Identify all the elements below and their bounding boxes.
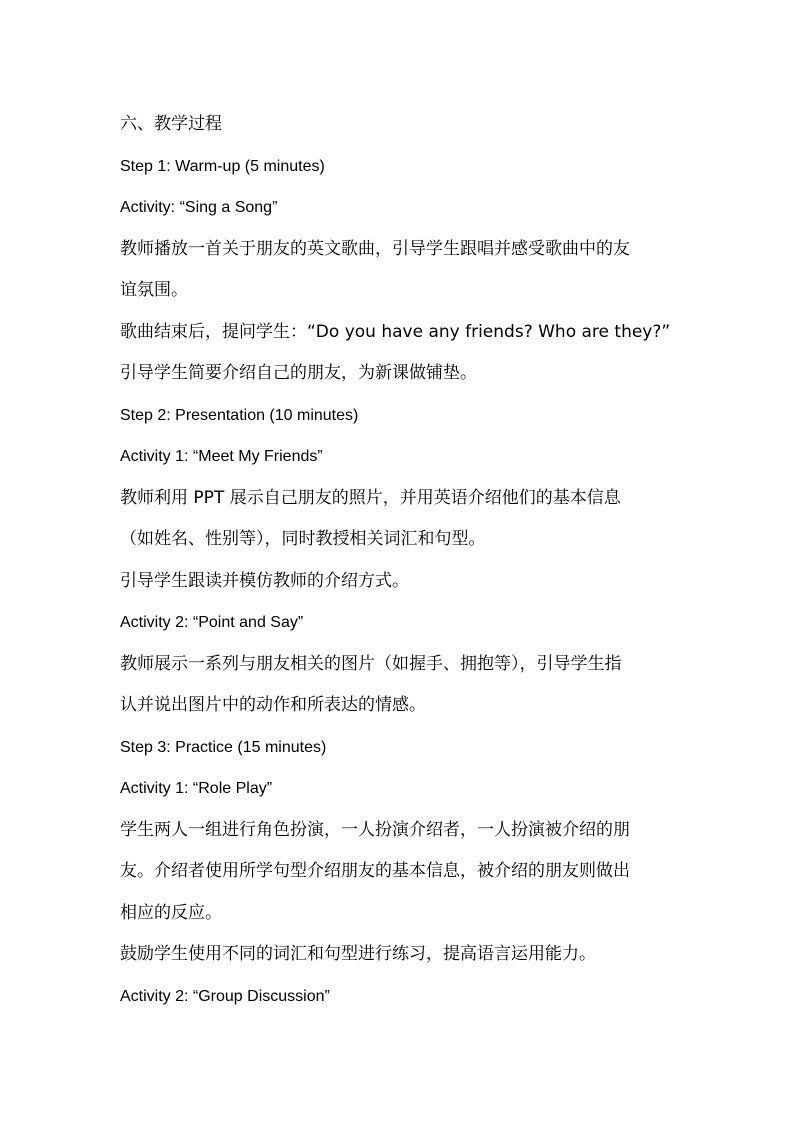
activity-heading: Activity: “Sing a Song” xyxy=(120,199,278,216)
paragraph-line: 友。介绍者使用所学句型介绍朋友的基本信息，被介绍的朋友则做出 xyxy=(120,861,630,881)
paragraph-line: 教师播放一首关于朋友的英文歌曲，引导学生跟唱并感受歌曲中的友 xyxy=(120,238,630,259)
activity-heading: Activity 2: “Group Discussion” xyxy=(120,987,330,1005)
section-heading: 六、教学过程 xyxy=(120,114,222,134)
paragraph-line: （如姓名、性别等），同时教授相关词汇和句型。 xyxy=(120,529,486,549)
step-3-heading: Step 3: Practice (15 minutes) xyxy=(120,738,327,756)
step-2-heading: Step 2: Presentation (10 minutes) xyxy=(120,406,359,424)
paragraph-line: 学生两人一组进行角色扮演，一人扮演介绍者，一人扮演被介绍的朋 xyxy=(120,819,630,840)
step-1-heading: Step 1: Warm-up (5 minutes) xyxy=(120,157,325,175)
activity-heading: Activity 1: “Meet My Friends” xyxy=(120,448,323,465)
paragraph-line: 相应的反应。 xyxy=(120,902,222,923)
paragraph-line: 歌曲结束后，提问学生：“Do you have any friends? Who are they?” xyxy=(120,321,671,342)
paragraph-line: 教师利用 PPT 展示自己朋友的照片，并用英语介绍他们的基本信息 xyxy=(120,487,621,508)
paragraph-line: 认并说出图片中的动作和所表达的情感。 xyxy=(120,695,426,715)
activity-heading: Activity 2: “Point and Say” xyxy=(120,614,304,631)
paragraph-line: 引导学生跟读并模仿教师的介绍方式。 xyxy=(120,570,409,591)
document-body xyxy=(120,104,690,1017)
activity-heading: Activity 1: “Role Play” xyxy=(120,780,273,797)
paragraph-line: 教师展示一系列与朋友相关的图片（如握手、拥抱等），引导学生指 xyxy=(120,653,622,674)
paragraph-line: 引导学生简要介绍自己的朋友，为新课做铺垫。 xyxy=(120,363,477,383)
paragraph-line: 鼓励学生使用不同的词汇和句型进行练习，提高语言运用能力。 xyxy=(120,944,596,964)
paragraph-line: 谊氛围。 xyxy=(120,280,188,300)
